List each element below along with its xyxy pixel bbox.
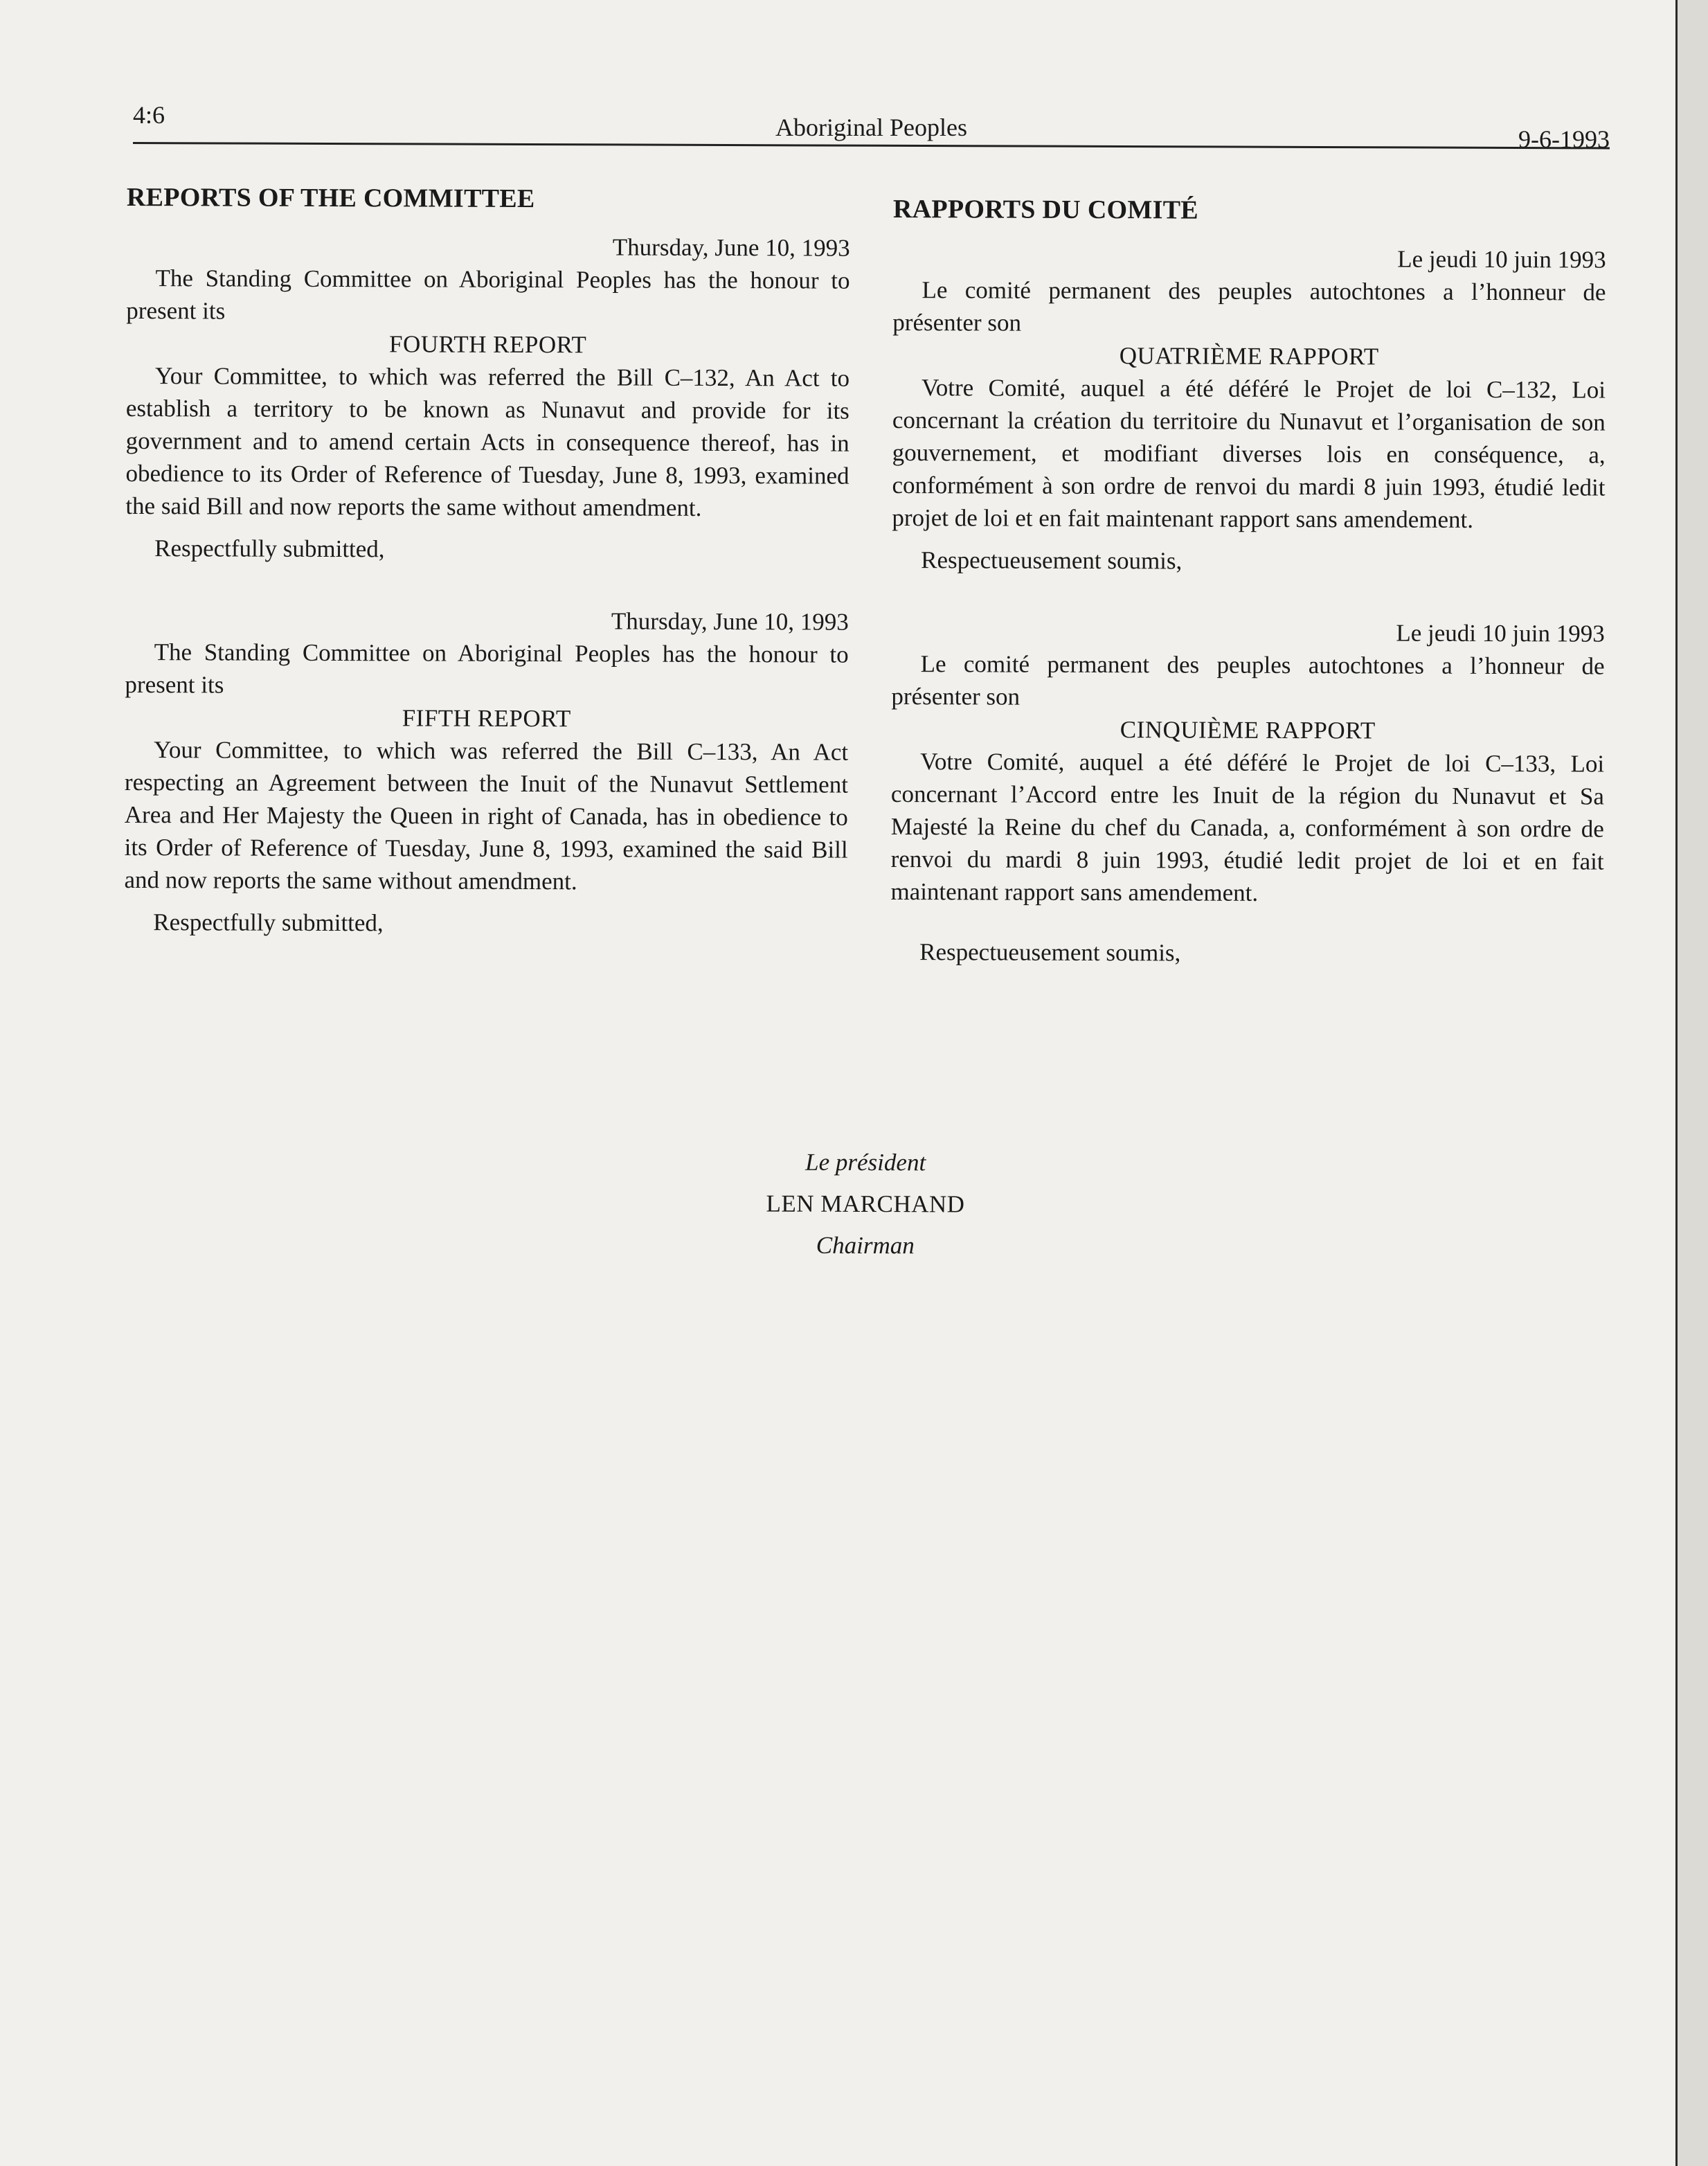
report-title: FIFTH REPORT — [402, 704, 571, 733]
report-date: Thursday, June 10, 1993 — [612, 233, 850, 262]
report-closing: Respectueusement soumis, — [919, 938, 1181, 967]
signature-name: LEN MARCHAND — [766, 1190, 965, 1218]
french-column — [890, 193, 1606, 971]
header-date: 9-6-1993 — [1518, 125, 1610, 153]
signature-title-fr: Le président — [805, 1148, 926, 1176]
report-closing: Respectueusement soumis, — [921, 546, 1183, 575]
report-title: FOURTH REPORT — [388, 330, 587, 359]
report-closing: Respectfully submitted, — [154, 535, 385, 563]
report-body: Votre Comité, auquel a été déféré le Projet de loi C–133, Loi concernant l’Accord entre les Inuit de la région du Nunavut et Sa Majesté la Reine du chef du Canada, a, conformément à son ordre de renvoi du mardi 8 juin 1993, étudié ledit projet de loi et en fait maintenant rapport sans amendement. — [890, 748, 1605, 906]
header-rule — [133, 142, 1610, 149]
quatrieme-rapport-block — [892, 241, 1606, 579]
page-edge — [1675, 0, 1708, 2166]
report-title: QUATRIÈME RAPPORT — [1119, 342, 1379, 370]
report-intro: The Standing Committee on Aboriginal Peoples has the honour to present its — [125, 638, 849, 699]
page-folio: 4:6 — [133, 101, 165, 129]
french-heading: RAPPORTS DU COMITÉ — [892, 195, 1199, 225]
english-heading: REPORTS OF THE COMMITTEE — [126, 183, 535, 214]
cinquieme-rapport-block — [890, 615, 1605, 971]
page-header — [133, 100, 1610, 153]
report-date: Le jeudi 10 juin 1993 — [1396, 619, 1605, 647]
report-closing: Respectfully submitted, — [153, 909, 384, 937]
report-body: Votre Comité, auquel a été déféré le Projet de loi C–132, Loi concernant la création du territoire du Nunavut et l’organisation de son gouvernement, et modifiant diverses lois en conséquence, a, conformément à son ordre de renvoi du mardi 8 juin 1993, étudié ledit projet de loi et en fait maintenant rapport sans amendement. — [892, 374, 1606, 533]
running-title: Aboriginal Peoples — [775, 114, 967, 141]
report-body: Your Committee, to which was referred the Bill C–133, An Act respecting an Agreement between the Inuit of the Nunavut Settlement Area and Her Majesty the Queen in right of Canada, has in obedience to its Order of Reference of Tuesday, June 8, 1993, examined the said Bill and now reports the same without amendment. — [124, 736, 849, 895]
report-body: Your Committee, to which was referred the Bill C–132, An Act to establish a territory to be known as Nunavut and provide for its government and to amend certain Acts in consequence thereof, has in obedience to its Order of Reference of Tuesday, June 8, 1993, examined the said Bill and now reports the same without amendment. — [125, 362, 850, 521]
english-column — [124, 181, 850, 941]
fourth-report-block — [125, 229, 850, 567]
report-intro: Le comité permanent des peuples autochtones a l’honneur de présenter son — [891, 650, 1605, 710]
report-date: Thursday, June 10, 1993 — [611, 607, 849, 636]
fifth-report-block — [124, 603, 849, 941]
report-intro: The Standing Committee on Aboriginal Peoples has the honour to present its — [126, 265, 850, 325]
signature-block — [651, 1145, 1081, 1263]
signature-title-en: Chairman — [816, 1231, 915, 1260]
report-date: Le jeudi 10 juin 1993 — [1397, 245, 1606, 274]
report-intro: Le comité permanent des peuples autochtones a l’honneur de présenter son — [892, 276, 1606, 337]
report-title: CINQUIÈME RAPPORT — [1120, 716, 1376, 744]
